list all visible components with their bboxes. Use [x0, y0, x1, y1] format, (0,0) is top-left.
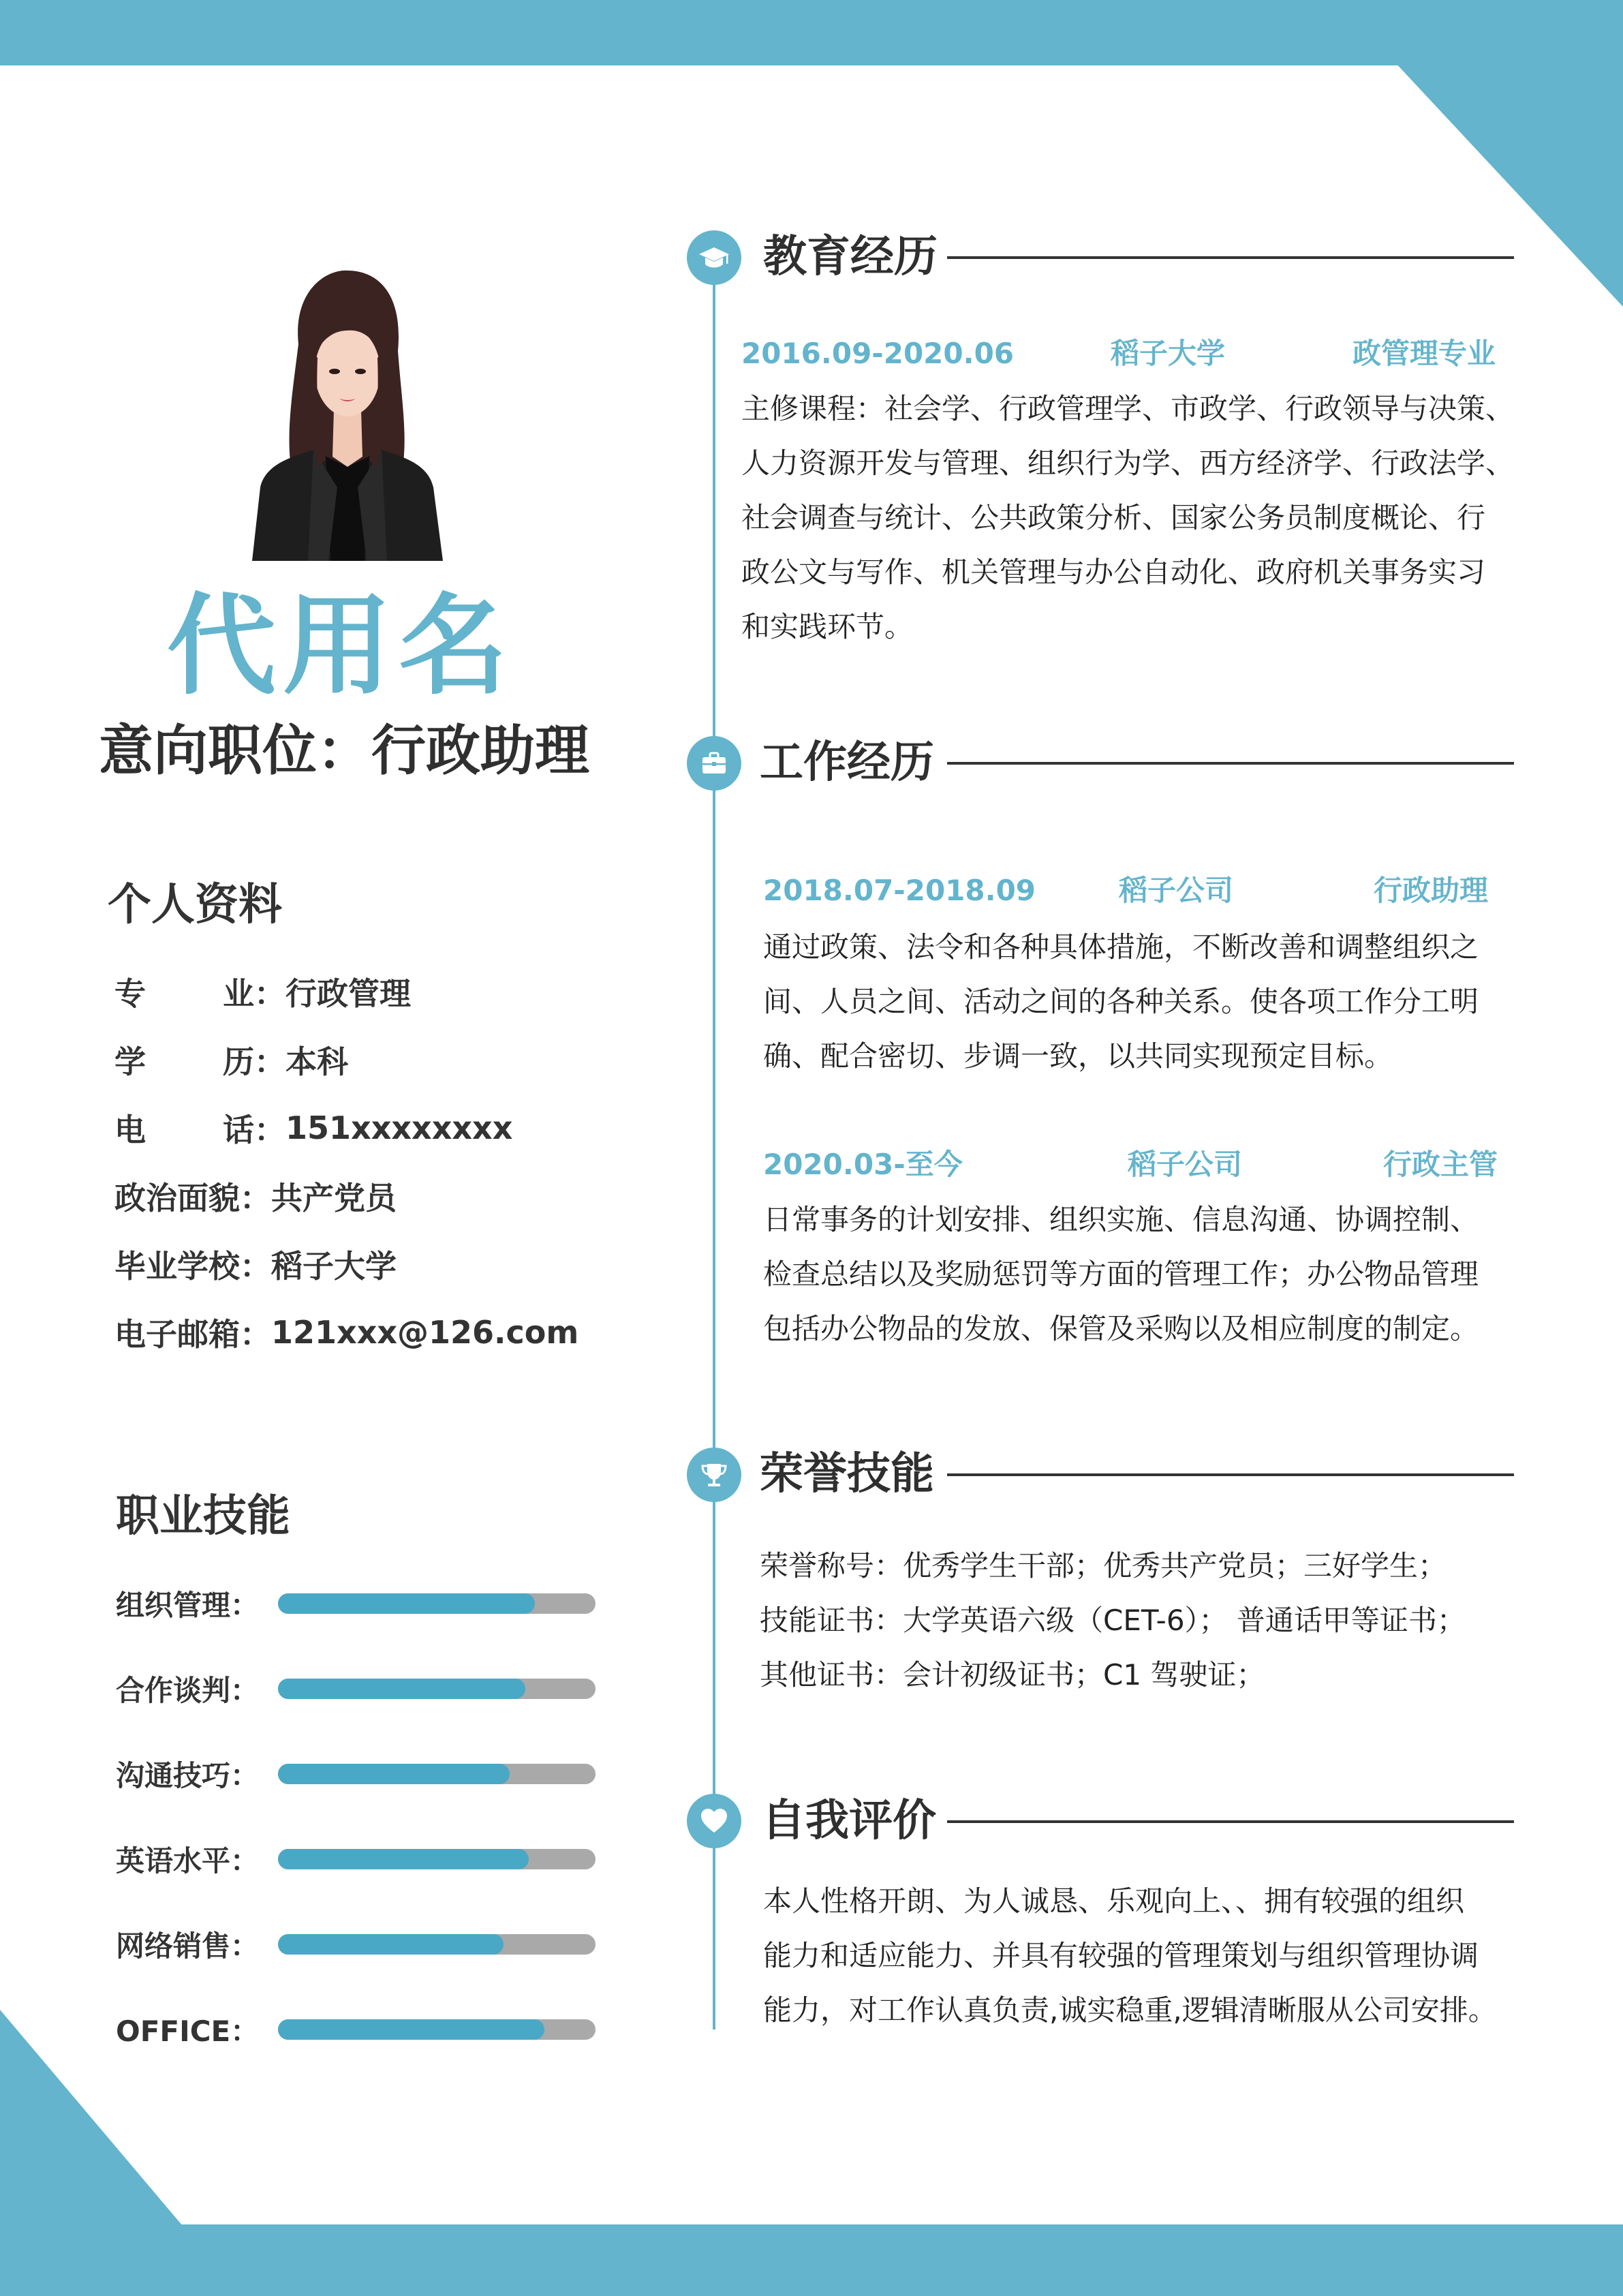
skill-bar-track	[278, 1764, 596, 1784]
honors-list: 荣誉称号：优秀学生干部；优秀共产党员；三好学生； 技能证书：大学英语六级（CET-6）； 普通话甲等证书； 其他证书：会计初级证书；C1 驾驶证；	[760, 1549, 1466, 1692]
info-row-phone: 电 话 ： 151xxxxxxxx	[114, 1094, 578, 1162]
trophy-icon	[687, 1448, 741, 1502]
timeline-line	[713, 259, 715, 2030]
skill-row	[116, 1731, 596, 1816]
info-value: 共产党员	[271, 1180, 397, 1216]
briefcase-icon	[687, 736, 741, 791]
info-label: 电 话	[114, 1112, 254, 1148]
skill-row	[116, 1816, 596, 1901]
skills-list	[116, 1561, 596, 2072]
work-position: 行政主管	[1383, 1148, 1498, 1181]
section-rule	[947, 256, 1514, 259]
personal-info-title: 个人资料	[108, 880, 282, 930]
skill-bar-track	[278, 1593, 596, 1614]
self-eval-text: 本人性格开朗、为人诚恳、乐观向上、、拥有较强的组织 能力和适应能力、并具有较强的管理策划与组织管理协调 能力，对工作认真负责,诚实稳重,逻辑清晰服从公司安排。	[763, 1884, 1497, 2027]
info-value: 121xxx@126.com	[271, 1314, 579, 1351]
info-row-school	[114, 1230, 578, 1298]
skill-row	[116, 1987, 596, 2072]
info-value: 本科	[285, 1043, 348, 1080]
heart-icon	[687, 1794, 741, 1848]
info-value: 行政管理	[285, 975, 411, 1012]
skill-bar-fill	[278, 1679, 525, 1699]
self-eval-title: 自我评价	[762, 1796, 936, 1846]
work-title: 工作经历	[760, 737, 934, 788]
skill-label: 英语水平：	[116, 1843, 260, 1878]
skill-label: 沟通技巧：	[116, 1758, 260, 1792]
work-description: 日常事务的计划安排、组织实施、信息沟通、协调控制、 检查总结以及奖励惩罚等方面的管理工作；办公物品管理 包括办公物品的发放、保管及采购以及相应制度的制定。	[763, 1203, 1479, 1345]
info-value: 稻子大学	[271, 1248, 397, 1285]
education-courses: 主修课程：社会学、行政管理学、市政学、行政领导与决策、 人力资源开发与管理、组织行为学、西方经济学、行政法学、 社会调查与统计、公共政策分析、国家公务员制度概论、行 政公文与写作、机关管理与办公自动化、政府机关事务实习 和实践环节。	[741, 392, 1515, 643]
skill-label: OFFICE：	[116, 2014, 260, 2048]
skill-bar-track	[278, 1679, 596, 1699]
info-label: 政治面貌：	[114, 1180, 271, 1216]
bottom-accent-band	[0, 2224, 1623, 2296]
job-intent: 意向职位：行政助理	[99, 719, 589, 782]
work-date: 2020.03-至今	[763, 1148, 963, 1181]
top-right-corner-triangle	[1337, 0, 1623, 307]
education-school: 稻子大学	[1111, 337, 1226, 370]
graduation-cap-icon	[687, 230, 741, 285]
skill-row	[116, 1561, 596, 1646]
honors-title: 荣誉技能	[760, 1449, 934, 1499]
work-company: 稻子公司	[1128, 1148, 1243, 1181]
info-label: 学 历	[114, 1043, 254, 1080]
skill-label: 组织管理：	[116, 1588, 260, 1622]
info-label: 电子邮箱：	[114, 1316, 271, 1353]
skill-bar-fill	[278, 1764, 510, 1784]
work-description: 通过政策、法令和各种具体措施，不断改善和调整组织之 间、人员之间、活动之间的各种关系。使各项工作分工明 确、配合密切、步调一致，以共同实现预定目标。	[763, 930, 1479, 1073]
skill-row	[116, 1901, 596, 1987]
section-rule	[947, 762, 1514, 765]
skill-label: 合作谈判：	[116, 1673, 260, 1707]
skill-bar-fill	[278, 1593, 535, 1614]
skill-bar-fill	[278, 1849, 529, 1869]
info-value: 151xxxxxxxx	[285, 1109, 513, 1146]
work-company: 稻子公司	[1119, 874, 1234, 907]
work-position: 行政助理	[1374, 874, 1489, 907]
work-date: 2018.07-2018.09	[763, 874, 1036, 907]
education-title: 教育经历	[763, 232, 938, 282]
skill-bar-track	[278, 1849, 596, 1869]
info-row-degree: 学 历 ： 本科	[114, 1026, 578, 1094]
section-rule	[947, 1473, 1514, 1476]
education-date: 2016.09-2020.06	[741, 337, 1015, 370]
info-label: 毕业学校：	[114, 1248, 271, 1285]
candidate-name: 代用名	[166, 582, 514, 709]
info-label: 专 业	[114, 975, 254, 1012]
skill-bar-fill	[278, 2019, 544, 2040]
personal-info-list	[114, 958, 578, 1366]
profile-photo	[245, 262, 447, 561]
info-row-political	[114, 1162, 578, 1230]
skills-title: 职业技能	[116, 1491, 290, 1542]
section-rule	[947, 1820, 1514, 1823]
skill-bar-track	[278, 1934, 596, 1955]
education-major: 政管理专业	[1352, 337, 1496, 370]
skill-bar-track	[278, 2019, 596, 2040]
skill-label: 网络销售：	[116, 1929, 260, 1963]
info-row-major: 专 业 ： 行政管理	[114, 958, 578, 1026]
skill-row	[116, 1646, 596, 1731]
info-row-email	[114, 1298, 578, 1366]
skill-bar-fill	[278, 1934, 504, 1955]
